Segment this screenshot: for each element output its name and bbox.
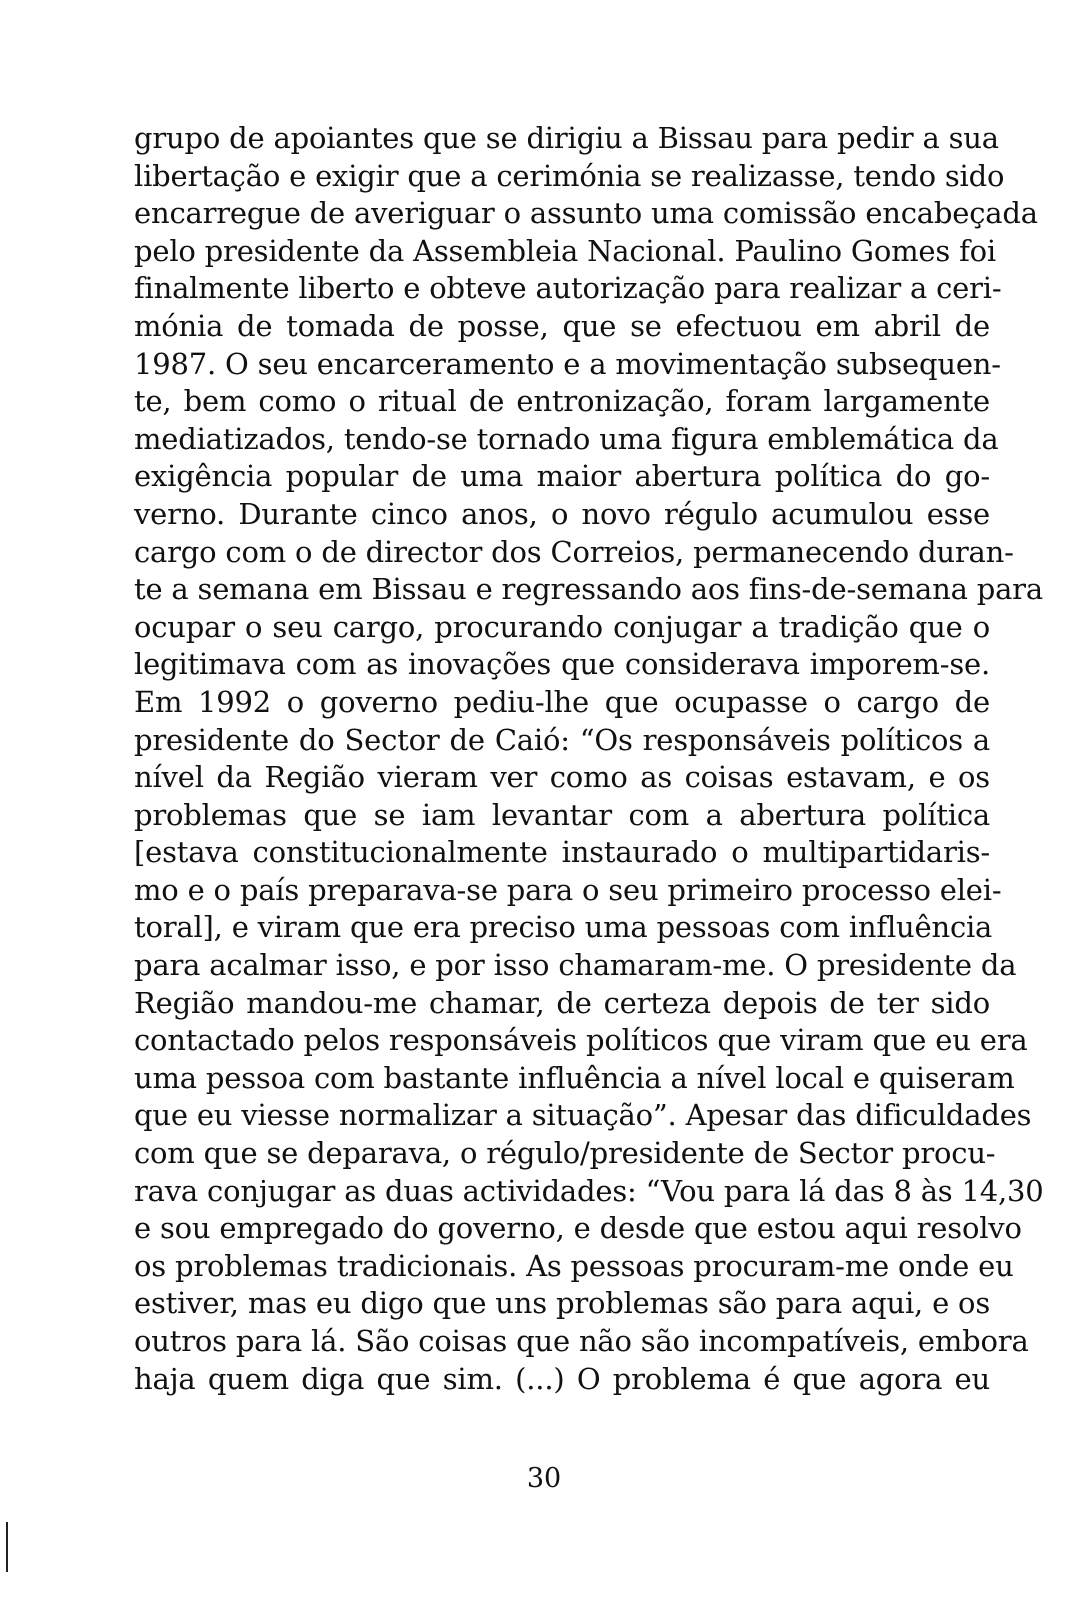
text-line-23: para acalmar isso, e por isso chamaram-me. O presidente da bbox=[134, 948, 1017, 983]
text-line-22: toral], e viram que era preciso uma pessoas com influência bbox=[134, 910, 993, 945]
text-line-34: haja quem diga que sim. (...) O problema é que agora eu bbox=[134, 1361, 990, 1396]
text-line-9: mediatizados, tendo-se tornado uma figura emblemática da bbox=[134, 421, 999, 456]
text-line-33: outros para lá. São coisas que não são incompatíveis, embora bbox=[134, 1324, 1029, 1358]
text-line-11: verno. Durante cinco anos, o novo régulo acumulou esse bbox=[134, 496, 990, 531]
body-text bbox=[134, 120, 1044, 1398]
text-line-20: [estava constitucionalmente instaurado o multipartidaris- bbox=[134, 835, 990, 870]
text-line-16: Em 1992 o governo pediu-lhe que ocupasse o cargo de bbox=[134, 684, 990, 719]
text-line-10: exigência popular de uma maior abertura política do go- bbox=[134, 459, 990, 494]
text-line-3: encarregue de averiguar o assunto uma comissão encabeçada bbox=[134, 196, 1038, 231]
text-line-32: estiver, mas eu digo que uns problemas são para aqui, e os bbox=[134, 1286, 990, 1321]
text-line-1: grupo de apoiantes que se dirigiu a Bissau para pedir a sua bbox=[134, 121, 999, 155]
text-line-17: presidente do Sector de Caió: “Os responsáveis políticos a bbox=[134, 722, 990, 757]
text-line-8: te, bem como o ritual de entronização, foram largamente bbox=[134, 384, 990, 419]
text-line-24: Região mandou-me chamar, de certeza depois de ter sido bbox=[134, 985, 990, 1020]
text-line-21: mo e o país preparava-se para o seu primeiro processo elei- bbox=[134, 872, 1002, 907]
text-line-28: com que se deparava, o régulo/presidente de Sector procu- bbox=[134, 1136, 996, 1171]
text-line-15: legitimava com as inovações que considerava imporem-se. bbox=[134, 647, 990, 682]
text-line-6: mónia de tomada de posse, que se efectuou em abril de bbox=[134, 308, 990, 343]
text-line-27: que eu viesse normalizar a situação”. Apesar das dificuldades bbox=[134, 1098, 1032, 1133]
text-line-31: os problemas tradicionais. As pessoas procuram-me onde eu bbox=[134, 1248, 1014, 1283]
text-line-30: e sou empregado do governo, e desde que estou aqui resolvo bbox=[134, 1211, 1022, 1246]
text-line-13: te a semana em Bissau e regressando aos fins-de-semana para bbox=[134, 572, 1043, 607]
text-line-4: pelo presidente da Assembleia Nacional. Paulino Gomes foi bbox=[134, 233, 996, 268]
text-line-25: contactado pelos responsáveis políticos que viram que eu era bbox=[134, 1023, 1028, 1058]
text-line-14: ocupar o seu cargo, procurando conjugar a tradição que o bbox=[134, 609, 990, 644]
scan-edge-mark bbox=[6, 1522, 8, 1572]
text-line-12: cargo com o de director dos Correios, permanecendo duran- bbox=[134, 534, 1014, 569]
text-line-2: libertação e exigir que a cerimónia se realizasse, tendo sido bbox=[134, 158, 1005, 193]
page-number: 30 bbox=[526, 1463, 562, 1494]
text-line-5: finalmente liberto e obteve autorização para realizar a ceri- bbox=[134, 271, 1002, 306]
text-line-19: problemas que se iam levantar com a abertura política bbox=[134, 797, 990, 832]
text-line-26: uma pessoa com bastante influência a nível local e quiseram bbox=[134, 1060, 1015, 1095]
text-line-18: nível da Região vieram ver como as coisas estavam, e os bbox=[134, 760, 990, 795]
text-line-29: rava conjugar as duas actividades: “Vou para lá das 8 às 14,30 bbox=[134, 1173, 1044, 1208]
text-line-7: 1987. O seu encarceramento e a movimentação subsequen- bbox=[134, 346, 1001, 381]
